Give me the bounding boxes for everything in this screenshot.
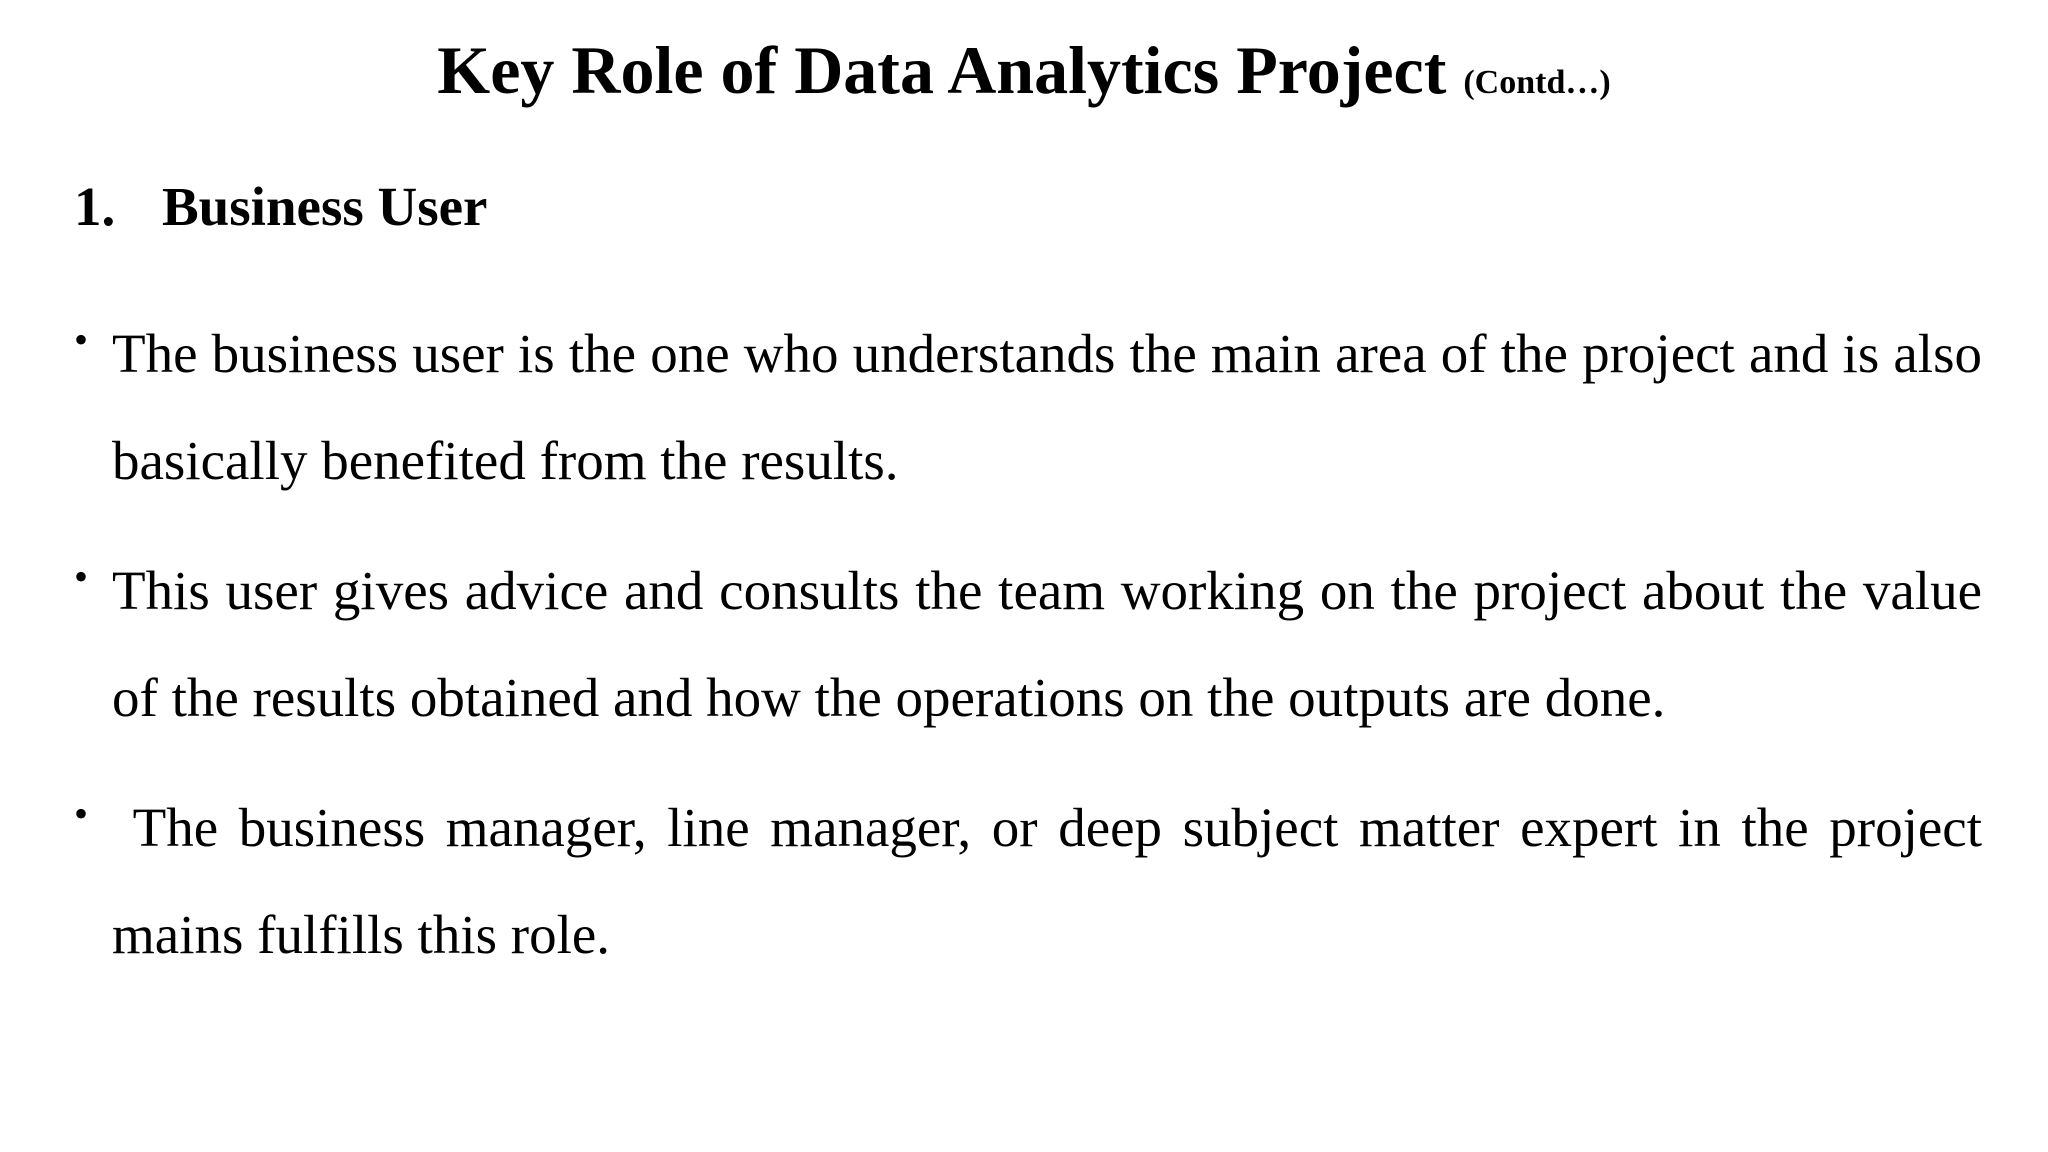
slide-title-text: Key Role of Data Analytics Project xyxy=(437,32,1447,108)
bullet-text: This user gives advice and consults the team working on the project about the value of the results obtained and how the operations on the outputs are done. xyxy=(112,560,1982,728)
section-title: Business User xyxy=(162,176,488,237)
bullet-list xyxy=(74,300,1996,1011)
section-number: 1. xyxy=(74,176,116,237)
bullet-text: The business manager, line manager, or deep subject matter expert in the project mains fulfills this role. xyxy=(112,797,1996,965)
bullet-icon: • xyxy=(74,791,89,836)
slide-title xyxy=(0,30,2048,123)
bullet-text: The business user is the one who understands the main area of the project and is also basically benefited from the results. xyxy=(112,323,1982,491)
bullet-item xyxy=(74,300,1982,514)
section-heading xyxy=(74,172,487,242)
bullet-item xyxy=(74,537,1982,751)
slide-title-suffix: (Contd…) xyxy=(1463,64,1611,101)
bullet-item xyxy=(74,774,1996,988)
bullet-icon: • xyxy=(74,317,89,362)
bullet-icon: • xyxy=(74,554,89,599)
